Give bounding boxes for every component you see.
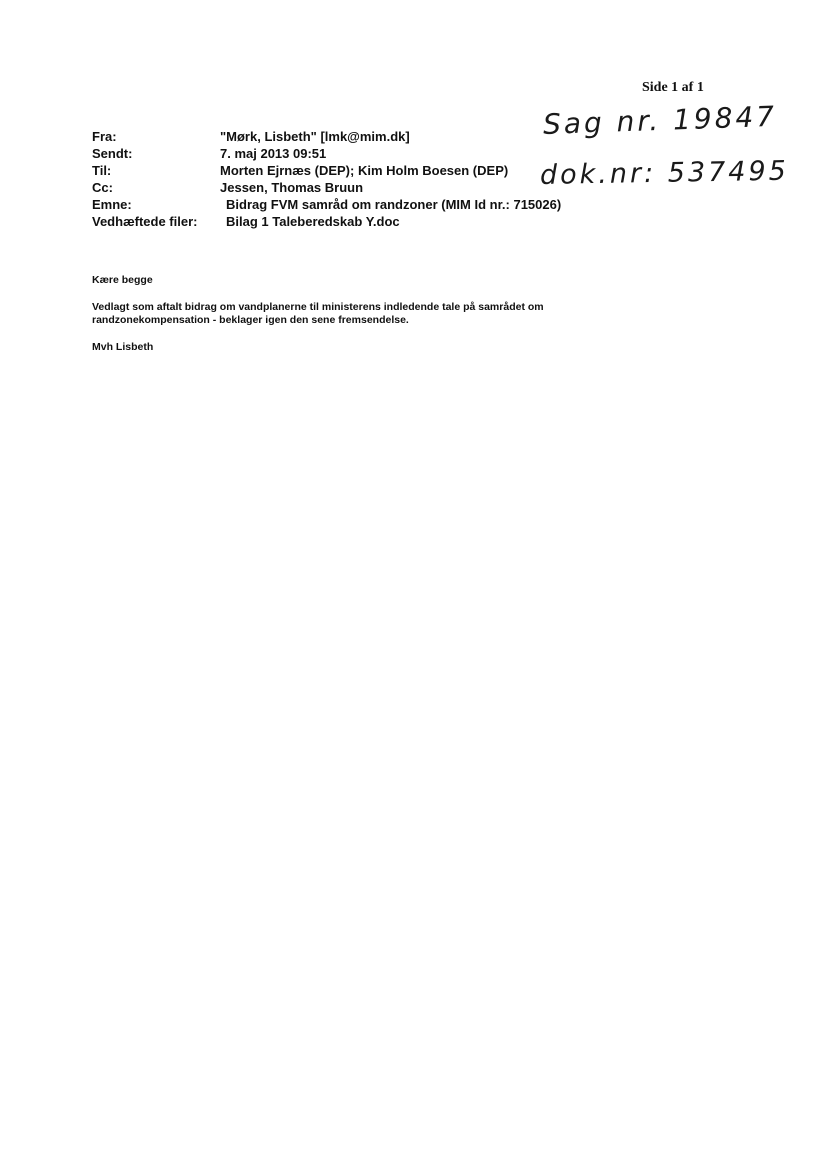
body-paragraph — [92, 301, 652, 327]
header-label: Cc: — [92, 180, 113, 195]
header-label: Emne: — [92, 197, 132, 212]
header-value-from: "Mørk, Lisbeth" [lmk@mim.dk] — [220, 129, 410, 144]
header-row-subject — [92, 196, 562, 213]
body-line: randzonekompensation - beklager igen den sene fremsendelse. — [92, 314, 409, 326]
header-value-to: Morten Ejrnæs (DEP); Kim Holm Boesen (DEP) — [220, 163, 509, 178]
header-label: Fra: — [92, 129, 117, 144]
greeting: Kære begge — [92, 274, 153, 286]
signoff: Mvh Lisbeth — [92, 341, 154, 353]
page-number: Side 1 af 1 — [642, 80, 704, 95]
header-value-subject: Bidrag FVM samråd om randzoner (MIM Id nr.: 715026) — [226, 197, 562, 212]
header-label: Sendt: — [92, 146, 133, 161]
header-value-sent: 7. maj 2013 09:51 — [220, 146, 327, 161]
body-line: Vedlagt som aftalt bidrag om vandplanerne til ministerens indledende tale på samrådet om — [92, 301, 544, 313]
header-row-attachments — [92, 213, 532, 230]
header-value-cc: Jessen, Thomas Bruun — [220, 180, 364, 195]
header-label: Til: — [92, 163, 112, 178]
email-body — [92, 274, 652, 368]
header-row-to — [92, 162, 532, 179]
handwritten-doc-number: dok.nr: 537495 — [539, 155, 790, 191]
header-row-from — [92, 128, 532, 145]
header-row-sent — [92, 145, 532, 162]
header-label: Vedhæftede filer: — [92, 214, 198, 229]
handwritten-case-number: Sag nr. 19847 — [542, 99, 778, 141]
header-row-cc — [92, 179, 532, 196]
email-header — [92, 128, 562, 230]
header-value-attachments: Bilag 1 Taleberedskab Y.doc — [226, 214, 400, 229]
